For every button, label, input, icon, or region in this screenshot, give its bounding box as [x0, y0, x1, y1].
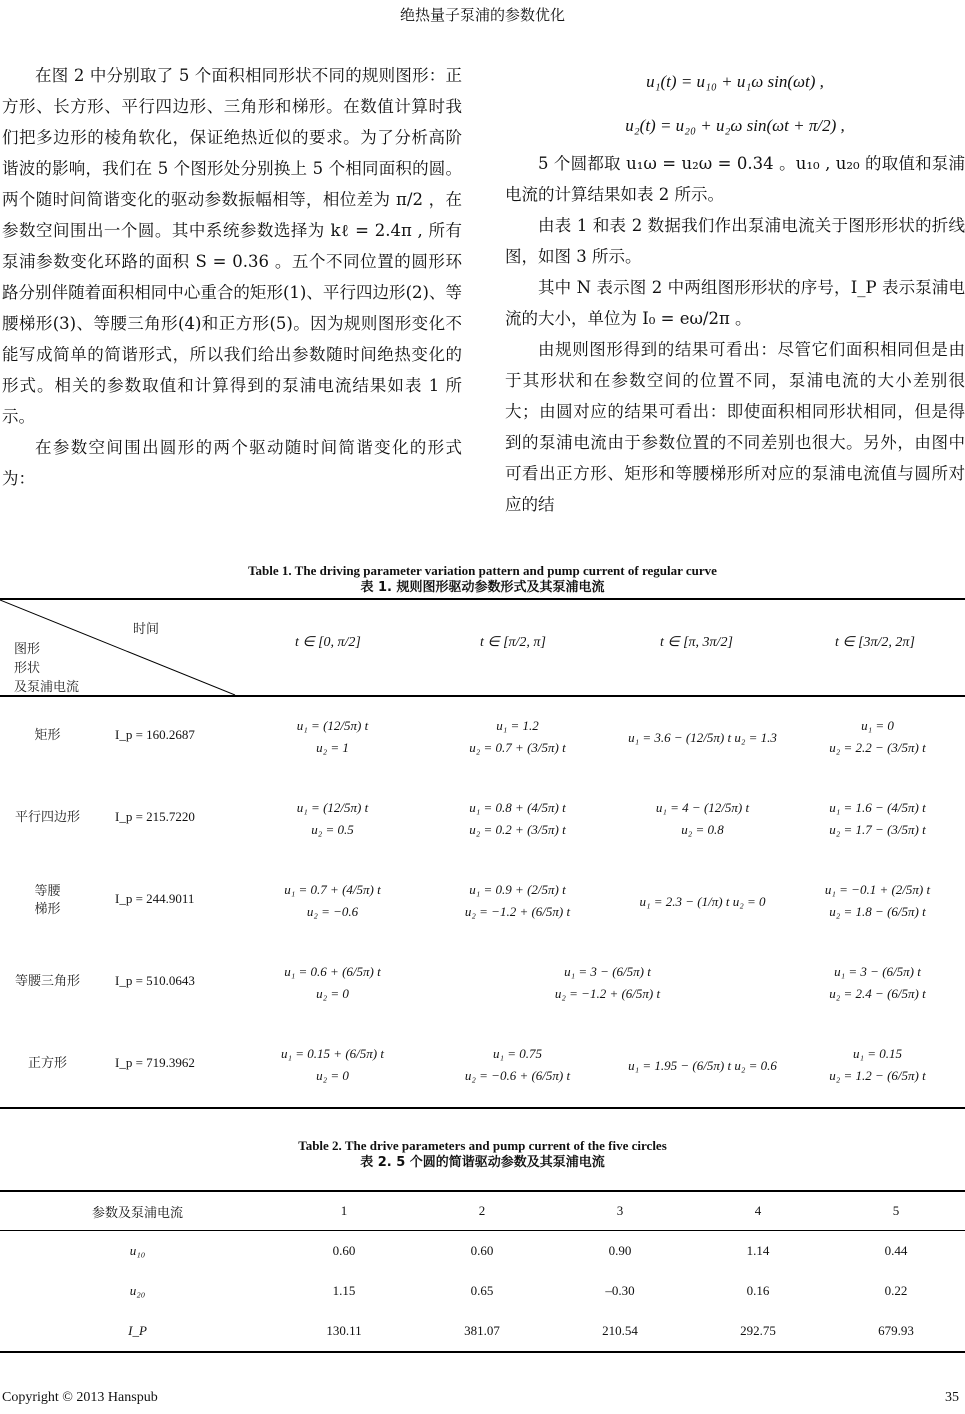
equation-u1: u₁(t) = u₁₀ + u₁ω sin(ωt) ,: [646, 72, 824, 91]
shape-name: 等腰 梯形: [34, 884, 61, 917]
equation: u₂ = 2.4 − (6/5π) t: [829, 986, 926, 1001]
pump-current-value: I_p = 244.9011: [115, 891, 195, 906]
copyright: Copyright © 2013 Hanspub: [2, 1390, 158, 1405]
equation: u₁ = 0.7 + (4/5π) t: [284, 882, 381, 897]
row-label: I_P: [128, 1323, 147, 1338]
table1-caption-en: Table 1. The driving parameter variation pattern and pump current of regular curve: [248, 563, 717, 578]
pump-current-value: I_p = 510.0643: [115, 973, 195, 988]
equation: u₁ = 0.8 + (4/5π) t: [469, 800, 566, 815]
interval-3: t ∈ [π, 3π/2]: [660, 635, 733, 650]
table-row: [0, 1271, 965, 1311]
equation: u₁ = 2.3 − (1/π) t u₂ = 0: [639, 894, 766, 909]
right-column: [505, 60, 965, 520]
row-label: u₂₀: [129, 1283, 146, 1298]
equation: u₁ = 0.9 + (2/5π) t: [469, 882, 566, 897]
equation-cell: [790, 1043, 965, 1087]
value-cell: 0.60: [470, 1243, 494, 1258]
equation-cell: [790, 715, 965, 759]
equation: u₂ = 0: [316, 1068, 349, 1083]
equation-cell: [610, 891, 795, 913]
equation-cell: [425, 715, 610, 759]
header-shape-label: 及泵浦电流: [14, 680, 80, 695]
header-shape-label: 形状: [14, 661, 41, 676]
table-row: [0, 1025, 965, 1107]
value-cell: 0.90: [608, 1243, 632, 1258]
equation-cell: [240, 797, 425, 841]
equation: u₁ = 1.2: [496, 718, 539, 733]
equation: u₁ = 0.75: [492, 1046, 543, 1061]
equation: u₁ = 0.15: [852, 1046, 903, 1061]
table-row: [0, 943, 965, 1025]
equation: u₂ = 1.2 − (6/5π) t: [829, 1068, 926, 1083]
equation: u₂ = −1.2 + (6/5π) t: [464, 904, 571, 919]
value-cell: 210.54: [602, 1323, 638, 1338]
table1: [0, 598, 965, 1109]
paragraph: 在参数空间围出圆形的两个驱动随时间简谐变化的形式为：: [2, 438, 462, 488]
equation: u₂ = 0.5: [311, 822, 354, 837]
table2-caption-zh: 表 2. 5 个圆的简谐驱动参数及其泵浦电流: [360, 1155, 605, 1170]
value-cell: 130.11: [326, 1323, 362, 1338]
interval-2: t ∈ [π/2, π]: [480, 635, 546, 650]
equation-cell: [240, 715, 425, 759]
paragraph: 其中 N 表示图 2 中两组图形形状的序号，I_P 表示泵浦电流的大小，单位为 I₀ = eω/2π 。: [505, 278, 965, 328]
paragraph: 5 个圆都取 u₁ω = u₂ω = 0.34 。u₁₀ , u₂₀ 的取值和泵浦电流的计算结果如表 2 所示。: [505, 154, 965, 204]
equation: u₁ = 0.6 + (6/5π) t: [284, 964, 381, 979]
header-cell: 4: [754, 1203, 762, 1218]
equation-cell: [610, 797, 795, 841]
table2: [0, 1190, 965, 1353]
equation: u₁ = 3 − (6/5π) t: [564, 964, 651, 979]
equation: u₁ = 3.6 − (12/5π) t u₂ = 1.3: [628, 730, 777, 745]
table-row: [0, 861, 965, 943]
table1-body: [0, 697, 965, 1107]
equation: u₂ = 2.2 − (3/5π) t: [829, 740, 926, 755]
value-cell: 0.60: [332, 1243, 356, 1258]
shape-name: 正方形: [27, 1056, 67, 1071]
equation-cell: [240, 961, 425, 1005]
table1-caption-zh: 表 1. 规则图形驱动参数形式及其泵浦电流: [360, 580, 605, 595]
table-row: [0, 779, 965, 861]
equation: u₂ = 1: [316, 740, 349, 755]
shape-name: 等腰三角形: [14, 974, 80, 989]
header-cell: 参数及泵浦电流: [91, 1205, 183, 1221]
equation-u2: u₂(t) = u₂₀ + u₂ω sin(ωt + π/2) ,: [625, 116, 845, 135]
table-row: [0, 1311, 965, 1351]
equation: u₂ = 0.2 + (3/5π) t: [469, 822, 566, 837]
equation-cell: [790, 879, 965, 923]
equation: u₁ = 1.6 − (4/5π) t: [829, 800, 926, 815]
equation: u₂ = −0.6 + (6/5π) t: [464, 1068, 571, 1083]
equation-cell: [425, 1043, 610, 1087]
running-header: 绝热量子泵浦的参数优化: [399, 6, 565, 24]
value-cell: 0.16: [746, 1283, 770, 1298]
header-cell: 1: [340, 1203, 348, 1218]
table2-header-row: [0, 1192, 965, 1231]
pump-current-value: I_p = 215.7220: [115, 809, 195, 824]
value-cell: 0.65: [470, 1283, 494, 1298]
value-cell: 0.44: [884, 1243, 908, 1258]
value-cell: 1.15: [332, 1283, 356, 1298]
table-row: [0, 1231, 965, 1271]
header-cell: 3: [616, 1203, 624, 1218]
equation-cell: [425, 879, 610, 923]
equation: u₂ = 0: [316, 986, 349, 1001]
equation-cell: [790, 797, 965, 841]
table-row: [0, 697, 965, 779]
equation: u₂ = −1.2 + (6/5π) t: [554, 986, 661, 1001]
equation-cell: [610, 1055, 795, 1077]
value-cell: 381.07: [464, 1323, 500, 1338]
header-shape-label: 图形: [14, 642, 41, 657]
paragraph: 由表 1 和表 2 数据我们作出泵浦电流关于图形形状的折线图，如图 3 所示。: [505, 216, 965, 266]
equation: u₂ = 1.7 − (3/5π) t: [829, 822, 926, 837]
equation-cell: [240, 879, 425, 923]
header-time-label: 时间: [133, 622, 160, 637]
value-cell: 679.93: [878, 1323, 914, 1338]
value-cell: 292.75: [740, 1323, 776, 1338]
row-label: u₁₀: [129, 1243, 146, 1258]
page-number: 35: [945, 1390, 959, 1405]
equation: u₂ = 0.8: [681, 822, 724, 837]
equation: u₁ = 3 − (6/5π) t: [834, 964, 921, 979]
left-column: [2, 60, 462, 494]
equation: u₁ = 0.15 + (6/5π) t: [281, 1046, 384, 1061]
equation-cell: [425, 797, 610, 841]
equation: u₂ = −0.6: [306, 904, 359, 919]
equation: u₁ = −0.1 + (2/5π) t: [824, 882, 931, 897]
pump-current-value: I_p = 719.3962: [115, 1055, 195, 1070]
value-cell: 1.14: [746, 1243, 770, 1258]
equation-cell: [610, 727, 795, 749]
equation-cell: [425, 961, 790, 1005]
interval-1: t ∈ [0, π/2]: [295, 635, 361, 650]
paragraph: 在图 2 中分别取了 5 个面积相同形状不同的规则图形：正方形、长方形、平行四边形、三角形和梯形。在数值计算时我们把多边形的棱角软化，保证绝热近似的要求。为了分析高阶谐波的影响，我们在 5 个图形处分别换上 5 个相同面积的圆。两个随时间简谐变化的驱动参数振幅相等，相位差为 π/2 ，在参数空间围出一个圆。其中系统参数选择为 kℓ = 2.4π , 所有泵浦参数变化环路的面积 S = 0.36 。五个不同位置的圆形环路分别伴随着面积相同中心重合的矩形(1)、平行四边形(2)、等腰梯形(3)、等腰三角形(4)和正方形(5)。因为规则图形变化不能写成简单的简谐形式，所以我们给出参数随时间绝热变化的形式。相关的参数取值和计算得到的泵浦电流结果如表 1 所示。: [2, 66, 462, 426]
table2-caption-en: Table 2. The drive parameters and pump current of the five circles: [298, 1138, 667, 1153]
equation-cell: [790, 961, 965, 1005]
equation: u₁ = (12/5π) t: [296, 800, 369, 815]
interval-4: t ∈ [3π/2, 2π]: [835, 635, 915, 650]
shape-name: 平行四边形: [14, 810, 80, 825]
value-cell: 0.22: [884, 1283, 908, 1298]
table1-header: [0, 600, 965, 697]
equation: u₁ = 0: [861, 718, 894, 733]
header-cell: 2: [478, 1203, 486, 1218]
equation: u₁ = (12/5π) t: [296, 718, 369, 733]
pump-current-value: I_p = 160.2687: [115, 727, 195, 742]
equation: u₁ = 4 − (12/5π) t: [655, 800, 750, 815]
equation: u₁ = 1.95 − (6/5π) t u₂ = 0.6: [628, 1058, 777, 1073]
equation-cell: [240, 1043, 425, 1087]
equation: u₂ = 1.8 − (6/5π) t: [829, 904, 926, 919]
value-cell: –0.30: [605, 1283, 635, 1298]
paragraph: 由规则图形得到的结果可看出：尽管它们面积相同但是由于其形状和在参数空间的位置不同，泵浦电流的大小差别很大；由圆对应的结果可看出：即使面积相同形状相同，但是得到的泵浦电流由于参数位置的不同差别也很大。另外，由图中可看出正方形、矩形和等腰梯形所对应的泵浦电流值与圆所对应的结: [505, 340, 965, 514]
header-cell: 5: [892, 1203, 900, 1218]
shape-name: 矩形: [34, 728, 61, 743]
equation: u₂ = 0.7 + (3/5π) t: [469, 740, 566, 755]
